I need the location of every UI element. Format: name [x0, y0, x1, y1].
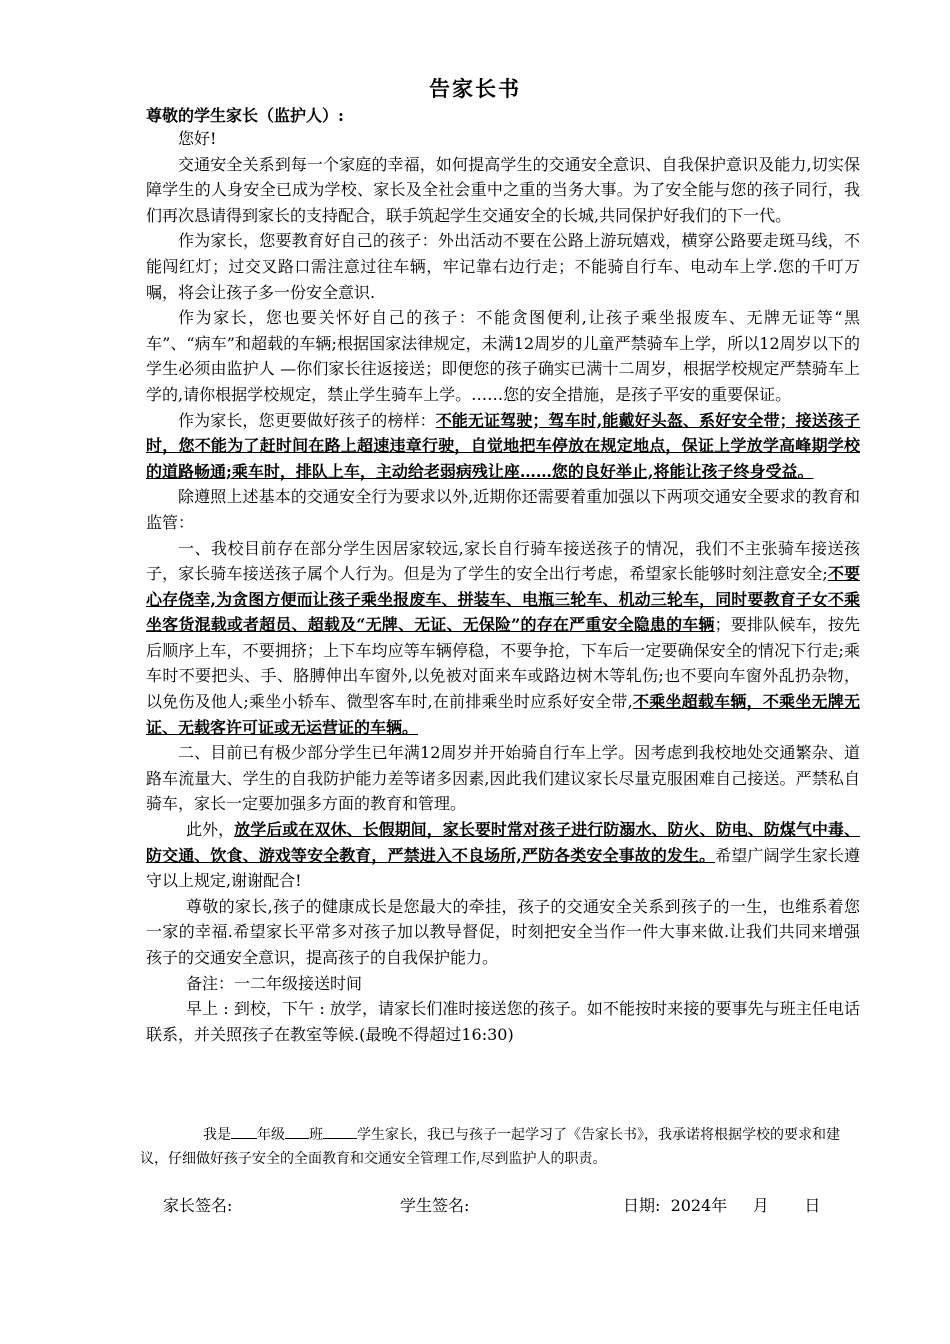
item-1-text-c: ；要排队候车，按先后顺序上车，不要拥挤；上下车均应等车辆停稳，不要争抢，下车后一定要确保安全的情况下行走;乘车时不要把头、手、胳膊伸出车窗外,以免被对面来车或路边树木等轧伤;也不要向车窗外乱扔杂物，以免伤及他人;乘坐小轿车、微型客车时,在前排乘坐时应系好安全带,: [146, 615, 860, 712]
letter-body: [146, 126, 860, 1047]
item-1: [146, 536, 860, 741]
item-1-emphasis-b: 不要心存侥幸,为贪图方便而让孩子乘坐报废车、拼装车、电瓶三轮车、机动三轮车，同时要教育子女不乘坐客货混载或者超员、超载及“无牌、无证、无保险”的存在严重安全隐患的车辆: [146, 564, 860, 635]
closing-paragraph: 尊敬的家长,孩子的健康成长是您最大的牵挂，孩子的交通安全关系到孩子的一生，也维系着您一家的幸福.希望家长平常多对孩子加以教导督促，时刻把安全当作一件大事来做.让我们共同来增强孩子的交通安全意识，提高孩子的自我保护能力。: [146, 896, 860, 967]
item-1-emphasis-d: 不乘坐超载车辆，不乘坐无牌无证、无载客许可证或无运营证的车辆。: [146, 692, 860, 737]
class-blank: [285, 1124, 309, 1139]
paragraph-4: [146, 408, 860, 485]
commitment-text: [140, 1123, 860, 1171]
student-signature-label: 学生签名:: [400, 1196, 470, 1215]
paragraph-2: 作为家长，您要教育好自己的孩子：外出活动不要在公路上游玩嬉戏，横穿公路要走斑马线，不能闯红灯；过交叉路口需注意过往车辆，牢记靠右边行走；不能骑自行车、电动车上学.您的千叮万嘱，将会让孩子多一份安全意识.: [146, 231, 860, 302]
commitment-notice: [140, 1123, 860, 1171]
extra-intro: 此外，: [186, 820, 235, 840]
item-1-text-a: 一、我校目前存在部分学生因居家较远,家长自行骑车接送孩子的情况，我们不主张骑车接送孩子，家长骑车接送孩子属个人行为。但是为了学生的安全出行考虑，希望家长能够时刻注意安全;: [146, 538, 860, 584]
paragraph-4-intro: 作为家长，您更要做好孩子的榜样：: [178, 410, 436, 430]
item-2: 二、目前已有极少部分学生已年满12周岁并开始骑自行车上学。因考虑到我校地处交通繁杂、道路车流量大、学生的自我防护能力差等诸多因素,因此我们建议家长尽量克服困难自己接送。严禁私自骑车，家长一定要加强多方面的教育和管理。: [146, 743, 860, 814]
paragraph-1: 交通安全关系到每一个家庭的幸福，如何提高学生的交通安全意识、自我保护意识及能力,切实保障学生的人身安全已成为学校、家长及全社会重中之重的当务大事。为了安全能与您的孩子同行，我们再次恳请得到家长的支持配合，联手筑起学生交通安全的长城,共同保护好我们的下一代。: [146, 154, 860, 225]
notice-part-1: 我是: [203, 1127, 231, 1143]
paragraph-4-emphasis: 不能无证驾驶；驾车时,能戴好头盔、系好安全带；接送孩子时，您不能为了赶时间在路上超速违章行驶，自觉地把车停放在规定地点，保证上学放学高峰期学校的道路畅通;乘车时，排队上车，主动给老弱病残让座……您的良好举止,将能让孩子终身受益。: [146, 410, 860, 481]
extra-paragraph: [146, 817, 860, 894]
student-blank: [323, 1124, 357, 1139]
document-title: 告家长书: [429, 76, 521, 101]
notice-part-2: 学生家长，我已与孩子一起学习了《告家长书》，我承诺将根据学校的要求和建议，仔细做好孩子安全的全面教育和交通安全管理工作,尽到监护人的职责。: [140, 1127, 840, 1167]
greeting: 尊敬的学生家长（监护人）:: [146, 106, 344, 125]
paragraph-5: 除遵照上述基本的交通安全行为要求以外,近期你还需要着重加强以下两项交通安全要求的教育和监管：: [146, 487, 860, 532]
note-line: 备注：一二年级接送时间: [186, 973, 363, 993]
extra-emphasis: 放学后或在双休、长假期间，家长要时常对孩子进行防溺水、防火、防电、防煤气中毒、防交通、饮食、游戏等安全教育，严禁进入不良场所,严防各类安全事故的发生。: [146, 820, 860, 865]
extra-tail: 希望广阔学生家长遵守以上规定,谢谢配合!: [146, 845, 860, 891]
parent-signature-label: 家长签名:: [163, 1196, 233, 1215]
hello-line: 您好!: [178, 129, 217, 148]
notice-class: 班: [309, 1127, 323, 1143]
paragraph-3: 作为家长，您也要关怀好自己的孩子：不能贪图便利,让孩子乘坐报废车、无牌无证等“黑车”、“病车”和超载的车辆;根据国家法律规定，未满12周岁的儿童严禁骑车上学，所以12周岁以下的学生必须由监护人 —你们家长往返接送；即便您的孩子确实已满十二周岁，根据学校规定严禁骑车上学的,请你根据学校规定，禁止学生骑车上学。……您的安全措施，是孩子平安的重要保证。: [146, 308, 860, 404]
notice-grade: 年级: [257, 1127, 285, 1143]
signature-row: [0, 1193, 950, 1219]
grade-blank: [231, 1124, 257, 1139]
date-label: 日期: 2024年 月 日: [623, 1196, 821, 1215]
schedule-paragraph: 早上 : 到校，下午 : 放学，请家长们准时接送您的孩子。如不能按时来接的要事先与班主任电话联系，并关照孩子在教室等候.(最晚不得超过16:30): [146, 999, 860, 1044]
